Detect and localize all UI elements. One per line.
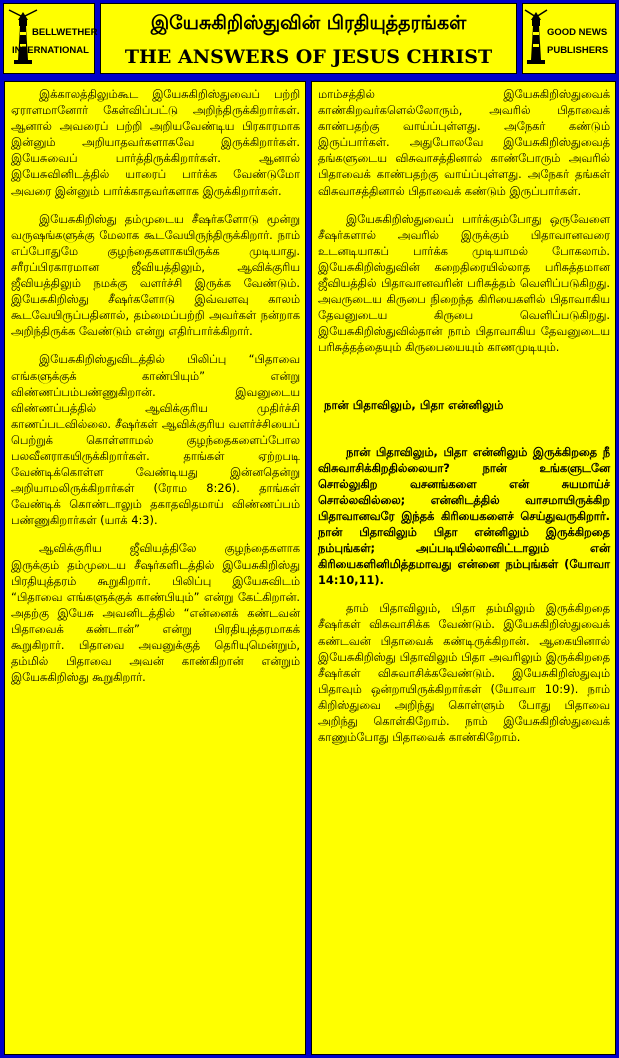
logo-line1: BELLWETHER bbox=[32, 27, 98, 38]
scripture-quote: நான் பிதாவிலும், பிதா என்னிலும் இருக்கிறதை நீ விசுவாசிக்கிறதில்லையா? நான் உங்களுடனே சொல்லுகிற வசனங்களை என் சுயமாய்ச் சொல்லவில்லை; என்னிடத்தில் வாசமாயிருக்கிற பிதாவானவரே இந்தக் கிரியைகளைச் செய்துவருகிறார். நான் பிதாவிலும் பிதா என்னிலும் இருக்கிறதை நம்புங்கள்; அப்படியில்லாவிட்டாலும் என் கிரியைகளினிமித்தமாவது என்னை நம்புங்கள் (யோவா 14:10,11). bbox=[318, 444, 610, 588]
logo-line2: INTERNATIONAL bbox=[12, 45, 89, 56]
paragraph: இயேசுகிறிஸ்து தம்முடைய சீஷர்களோடு மூன்று வருஷங்களுக்கு மேலாக கூடவேயிருந்திருக்கிறார். நாம் எப்போதுமே குழந்தைகளாகயிருக்க முடியாது. சரீரப்பிரகாரமான ஜீவியத்திலும், ஆவிக்குரிய ஜீவியத்திலும் நமக்கு வளர்ச்சி இருக்க வேண்டும். இயேசுகிறிஸ்து சீஷர்களோடு இவ்வளவு காலம் கூடவேயிருப்பதினால், தம்மைப்பற்றி அவர்கள் நன்றாக அறிந்திருக்க வேண்டும் என்று எதிர்பார்க்கிறார். bbox=[11, 211, 300, 339]
bellwether-logo bbox=[3, 3, 98, 74]
paragraph: மாம்சத்தில் இயேசுகிறிஸ்துவைக் காண்கிறவர்களெல்லோரும், அவரில் பிதாவைக் காண்பதற்கு வாய்ப்புள்ளது. அநேகர் கண்டும் இருப்பார்கள். அதுபோலவே இயேசுகிறிஸ்துவைத் தங்களுடைய விசுவாசத்தினால் காண்போரும் அவரில் பிதாவைக் காண்பதற்கு வாய்ப்புள்ளது. அநேகர் தங்கள் விசுவாசத்தினால் பிதாவைக் கண்டும் இருப்பார்கள். bbox=[318, 87, 610, 198]
page-title-tamil: இயேசுகிறிஸ்துவின் பிரதியுத்தரங்கள் bbox=[150, 12, 467, 34]
left-column bbox=[4, 81, 306, 1055]
lighthouse-icon bbox=[4, 4, 96, 75]
section-heading: நான் பிதாவிலும், பிதா என்னிலும் bbox=[324, 397, 504, 412]
paragraph: இயேசுகிறிஸ்துவைப் பார்க்கும்போது ஒருவேளை சீஷர்களால் அவரில் இருக்கும் பிதாவானவரை உடனடியாகப் பார்க்க முடியாமல் போகலாம். இயேசுகிறிஸ்துவின் கறைதிரையில்லாத பரிசுத்தமான ஜீவியத்தில் பிதாவானவரின் பரிசுத்தம் வெளிப்படுகிறது. அவருடைய கிருபை நிறைந்த கிரியைகளில் பிதாவாகிய தேவனுடைய கிருபை வெளிப்படுகிறது. இயேசுகிறிஸ்துவில்தான் நாம் பிதாவாகிய தேவனுடைய பரிசுத்தத்தையும் கிருபையையும் காணமுடியும். bbox=[318, 211, 610, 355]
lighthouse-icon bbox=[523, 4, 617, 75]
paragraph: தாம் பிதாவிலும், பிதா தம்மிலும் இருக்கிறதை சீஷர்கள் விசுவாசிக்க வேண்டும். இயேசுகிறிஸ்துவைக் கண்டவன் பிதாவைக் கண்டிருக்கிறான். ஆகையினால் இயேசுகிறிஸ்து பிதாவிலும் பிதா அவரிலும் இருக்கிறதை சீஷர்கள் விசுவாசிக்கவேண்டும். இயேசுகிறிஸ்துவும் பிதாவும் ஒன்றாயிருக்கிறார்கள் (யோவா 10:9). நாம் கிறிஸ்துவை அறிந்து கொள்ளும் போது பிதாவை அறிந்து கொள்கிறோம். நாம் இயேசுகிறிஸ்துவைக் காணும்போது பிதாவைக் காண்கிறோம். bbox=[318, 601, 610, 745]
paragraph: இயேசுகிறிஸ்துவிடத்தில் பிலிப்பு “பிதாவை எங்களுக்குக் காண்பியும்” என்று விண்ணப்பம்பண்ணுகிறான். இவனுடைய விண்ணப்பத்தில் ஆவிக்குரிய முதிர்ச்சி காணப்படவில்லை. சீஷர்கள் ஆவிக்குரிய வளர்ச்சியைப் பெற்றுக் கொள்ளாமல் குழந்தைகளைப்போல பலவீனராகயிருக்கிறார்கள். தாங்கள் ஏற்றபடி வேண்டிக்கொள்ள வேண்டியது இன்னதென்று அறியாமலிருக்கிறார்கள் (ரோம 8:26). தாங்கள் வேண்டிக் கொண்டாலும் தகாதவிதமாய் விண்ணப்பம் பண்ணுகிறார்கள் (யாக் 4:3). bbox=[11, 352, 300, 528]
logo-line1: GOOD NEWS bbox=[547, 27, 608, 38]
title-banner bbox=[100, 3, 517, 74]
logo-line2: PUBLISHERS bbox=[547, 45, 609, 56]
right-column bbox=[311, 81, 616, 1055]
paragraph: ஆவிக்குரிய ஜீவியத்திலே குழந்தைகளாக இருக்கும் தம்முடைய சீஷர்களிடத்தில் இயேசுகிறிஸ்து பிரதியுத்தரம் கூறுகிறார். பிலிப்பு இயேசுவிடம் “பிதாவை எங்களுக்குக் காண்பியும்” என்று கேட்கிறான். அதற்கு இயேசு அவனிடத்தில் “என்னைக் கண்டவன் பிதாவைக் கண்டான்” என்று பிரதியுத்தரமாகக் கூறுகிறார். பிதாவை அவனுக்குத் தெரியுமென்றும், தம்மில் பிதாவை அவன் காண்கிறான் என்றும் இயேசுகிறிஸ்து கூறுகிறார். bbox=[11, 541, 300, 685]
page-title-english: THE ANSWERS OF JESUS CHRIST bbox=[124, 46, 493, 68]
good-news-logo bbox=[522, 3, 616, 74]
paragraph: இக்காலத்திலும்கூட இயேசுகிறிஸ்துவைப் பற்றி ஏராளமானோர் கேள்விப்பட்டு அறிந்திருக்கிறார்கள். ஆனால் அவரைப் பற்றி அறியவேண்டிய பிரகாரமாக இன்னும் அறியாதவர்களாகவே இருக்கிறார்கள். இயேசுவைப் பார்த்திருக்கிறார்கள். ஆனால் இயேசுவினிடத்தில் யாரைப் பார்க்க வேண்டுமோ அவரை இன்னும் பார்க்காதவர்களாக இருக்கிறார்கள். bbox=[11, 87, 300, 198]
